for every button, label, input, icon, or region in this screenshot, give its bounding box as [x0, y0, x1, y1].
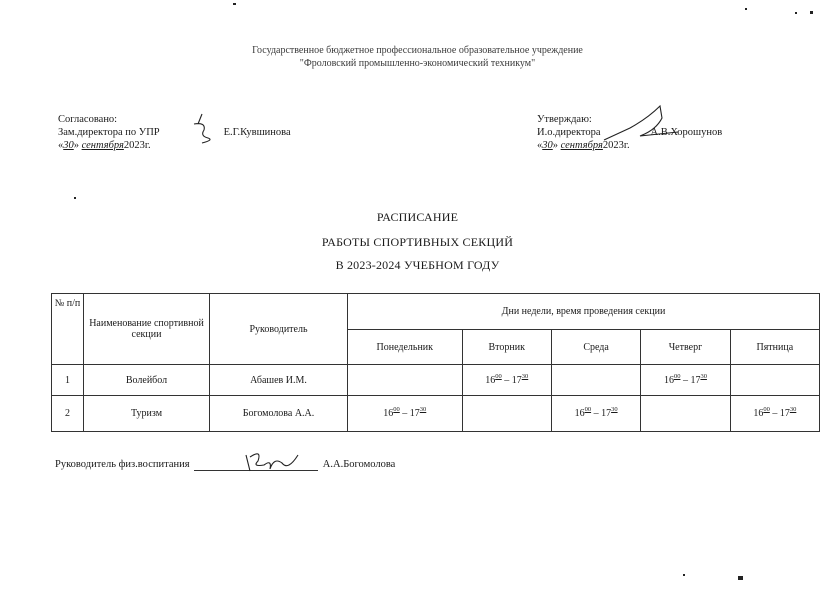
time-separator: –	[769, 408, 780, 419]
approval-left-signatory	[58, 126, 291, 139]
title-year: В 2023-2024 УЧЕБНОМ ГОДУ	[335, 258, 500, 272]
row-section: Волейбол	[84, 365, 210, 396]
footer-label: Руководитель физ.воспитания	[55, 459, 190, 470]
footer-signature-icon	[240, 445, 306, 481]
footer-signoff	[55, 459, 395, 471]
time-end-hour: 17	[690, 374, 701, 386]
time-end-hour: 17	[409, 408, 420, 419]
title-schedule: РАСПИСАНИЕ	[376, 210, 459, 224]
time-separator: –	[501, 374, 512, 386]
header-num: № п/п	[52, 294, 84, 365]
scan-speck	[683, 574, 685, 576]
row-leader: Абашев И.М.	[210, 365, 348, 396]
scan-speck	[74, 197, 76, 199]
time-start-minute: 00	[763, 406, 770, 413]
time-separator: –	[680, 374, 691, 386]
time-cell	[462, 396, 551, 432]
row-num: 1	[52, 365, 84, 396]
table-header-row	[52, 294, 820, 330]
time-cell	[641, 365, 730, 396]
time-cell	[641, 396, 730, 432]
approval-left-date-day: 30	[63, 140, 74, 151]
time-start-hour: 16	[663, 374, 674, 386]
time-cell	[551, 396, 640, 432]
approval-left-position: Зам.директора по УПР	[58, 127, 160, 138]
header-leader: Руководитель	[210, 294, 348, 365]
schedule-table	[51, 293, 820, 432]
time-start-hour: 16	[574, 408, 585, 419]
scan-speck	[810, 11, 813, 14]
organization-header	[0, 44, 835, 70]
header-day: Понедельник	[348, 330, 463, 365]
time-cell	[348, 396, 463, 432]
table-row	[52, 365, 820, 396]
scan-speck	[795, 12, 797, 14]
header-day: Пятница	[730, 330, 819, 365]
right-signature-icon	[600, 100, 682, 148]
time-separator: –	[591, 408, 602, 419]
time-end-minute: 30	[611, 406, 618, 413]
header-days-group: Дни недели, время проведения секции	[348, 294, 820, 330]
header-section: Наименование спортивной секции	[84, 294, 210, 365]
time-separator: –	[399, 408, 410, 419]
approval-left-date: «30» сентября2023г.	[58, 140, 151, 151]
approval-right-label: Утверждаю:	[537, 114, 592, 125]
time-start-hour: 16	[383, 408, 394, 419]
row-section: Туризм	[84, 396, 210, 432]
time-end-hour: 17	[779, 408, 790, 419]
approval-left-name: Е.Г.Кувшинова	[223, 127, 291, 138]
time-end-minute: 30	[521, 372, 529, 380]
time-end-minute: 30	[419, 406, 427, 413]
time-start-hour: 16	[485, 374, 496, 386]
time-start-minute: 00	[584, 406, 592, 413]
row-num: 2	[52, 396, 84, 432]
left-signature-icon	[188, 110, 222, 148]
approval-right-position: И.о.директора	[537, 127, 601, 138]
row-leader: Богомолова А.А.	[210, 396, 348, 432]
time-end-hour: 17	[601, 408, 612, 419]
time-start-hour: 16	[753, 408, 764, 419]
time-start-minute: 00	[393, 406, 400, 413]
scan-speck	[738, 576, 743, 580]
scan-speck	[745, 8, 747, 10]
time-cell	[462, 365, 551, 396]
header-day: Среда	[551, 330, 640, 365]
footer-name: А.А.Богомолова	[322, 459, 396, 470]
approval-right-date-day: 30	[542, 140, 553, 151]
approval-right-name: А.В.Хорошунов	[650, 127, 723, 138]
time-cell	[348, 365, 463, 396]
approval-right-date-month: сентября	[560, 140, 603, 151]
approval-left	[58, 113, 291, 152]
header-day: Четверг	[641, 330, 730, 365]
time-end-minute: 30	[700, 372, 707, 380]
time-start-minute: 00	[495, 372, 502, 380]
approval-left-label: Согласовано:	[58, 114, 118, 125]
organization-name: "Фроловский промышленно-экономический техникум"	[299, 58, 536, 69]
title-sections: РАБОТЫ СПОРТИВНЫХ СЕКЦИЙ	[321, 235, 514, 249]
time-cell	[730, 396, 819, 432]
approval-right-date: «30» сентября2023г.	[537, 140, 630, 151]
time-start-minute: 00	[673, 372, 681, 380]
header-day: Вторник	[462, 330, 551, 365]
scan-speck	[233, 3, 236, 5]
time-cell	[551, 365, 640, 396]
organization-type: Государственное бюджетное профессиональное образовательное учреждение	[252, 45, 583, 56]
table-row	[52, 396, 820, 432]
time-end-hour: 17	[511, 374, 522, 386]
approval-left-date-month: сентября	[81, 140, 124, 151]
time-end-minute: 30	[789, 406, 797, 413]
time-cell	[730, 365, 819, 396]
